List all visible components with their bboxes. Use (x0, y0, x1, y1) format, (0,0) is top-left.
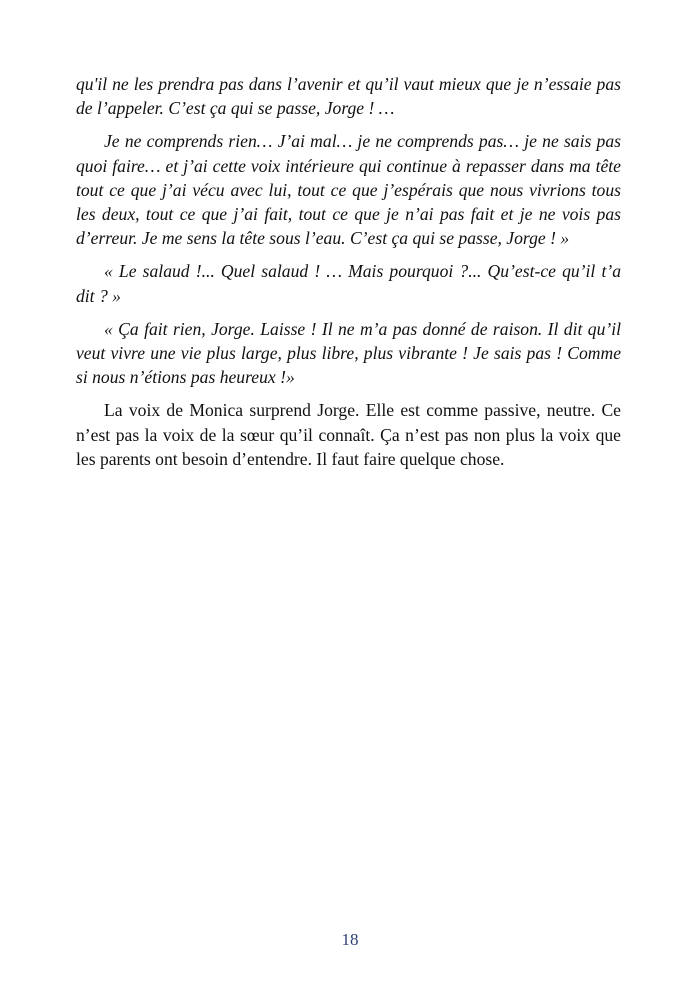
paragraph-narration: La voix de Monica surprend Jorge. Elle est comme passive, neutre. Ce n’est pas la voix de la sœur qu’il connaît. Ça n’est pas non plus la voix que les parents ont besoin d’entendre. Il faut faire quelque chose. (76, 400, 621, 469)
page-number: 18 (341, 930, 359, 949)
paragraph-monologue: Je ne comprends rien… J’ai mal… je ne comprends pas… je ne sais pas quoi faire… et j’ai cette voix intérieure qui continue à repasser dans ma tête tout ce que j’ai vécu avec lui, tout ce que j’espérais que nous vivrions tous les deux, tout ce que j’ai fait, tout ce que je n’ai pas fait et je ne vois pas d’erreur. Je me sens la tête sous l’eau. C’est ça qui se passe, Jorge ! » (76, 131, 621, 249)
paragraph-continuation: qu'il ne les prendra pas dans l’avenir et qu’il vaut mieux que je n’essaie pas de l’appeler. C’est ça qui se passe, Jorge ! … (76, 74, 621, 119)
paragraph-jorge-dialogue: « Le salaud !... Quel salaud ! … Mais pourquoi ?... Qu’est-ce qu’il t’a dit ? » (76, 261, 621, 306)
body-text (76, 72, 621, 480)
paragraph-monica-dialogue: « Ça fait rien, Jorge. Laisse ! Il ne m’a pas donné de raison. Il dit qu’il veut vivre une vie plus large, plus libre, plus vibrante ! Je sais pas ! Comme si nous n’étions pas heureux !» (76, 318, 621, 388)
